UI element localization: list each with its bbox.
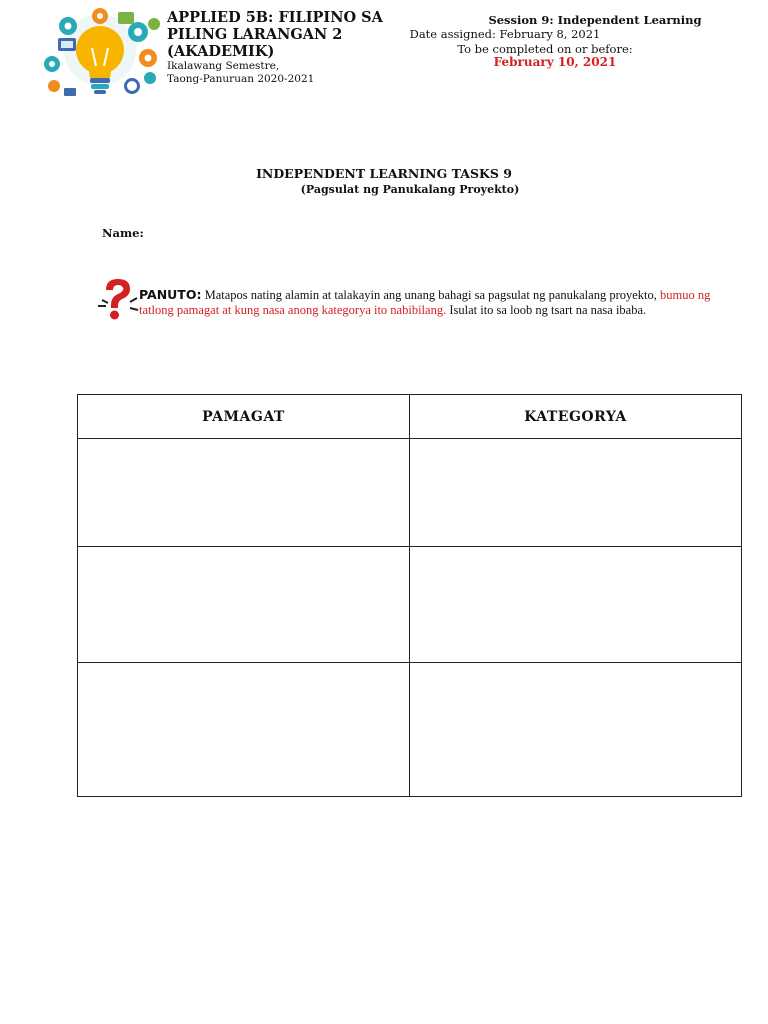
kategorya-cell[interactable] xyxy=(410,439,742,547)
pamagat-cell[interactable] xyxy=(78,439,410,547)
task-title: INDEPENDENT LEARNING TASKS 9 xyxy=(256,166,512,181)
answer-table xyxy=(77,394,742,797)
name-label: Name: xyxy=(102,226,144,240)
course-title: APPLIED 5B: FILIPINO SA PILING LARANGAN 2 (AKADEMIK) xyxy=(167,9,383,60)
table-row xyxy=(78,662,742,796)
instructions-text: Matapos nating alamin at talakayin ang unang bahagi sa pagsulat ng panukalang proyekto, xyxy=(204,288,657,302)
header-pamagat: PAMAGAT xyxy=(78,395,410,439)
instructions-text-end: Isulat ito sa loob ng tsart na nasa ibaba. xyxy=(449,303,647,317)
date-assigned: Date assigned: February 8, 2021 xyxy=(409,27,601,41)
kategorya-cell[interactable] xyxy=(410,662,742,796)
kategorya-cell[interactable] xyxy=(410,547,742,662)
deadline-date: February 10, 2021 xyxy=(493,55,617,69)
complete-by-label: To be completed on or before: xyxy=(457,42,633,56)
school-year: Taong-Panuruan 2020-2021 xyxy=(167,73,315,85)
instructions-highlight: bumuo ng tatlong pamagat at kung nasa anong kategorya ito nabibilang. xyxy=(139,288,711,317)
header-kategorya: KATEGORYA xyxy=(410,395,742,439)
semester-info xyxy=(167,60,397,86)
pamagat-cell[interactable] xyxy=(78,547,410,662)
table-row xyxy=(78,547,742,662)
education-lightbulb-logo-icon xyxy=(38,6,162,102)
table-header-row xyxy=(78,395,742,439)
question-mark-icon xyxy=(96,276,140,322)
semester-label: Ikalawang Semestre, xyxy=(167,60,280,72)
instructions xyxy=(139,287,719,318)
instructions-keyword: PANUTO: xyxy=(139,287,202,302)
table-row xyxy=(78,439,742,547)
task-subtitle: (Pagsulat ng Panukalang Proyekto) xyxy=(300,183,520,196)
pamagat-cell[interactable] xyxy=(78,662,410,796)
session-label: Session 9: Independent Learning xyxy=(488,13,702,27)
